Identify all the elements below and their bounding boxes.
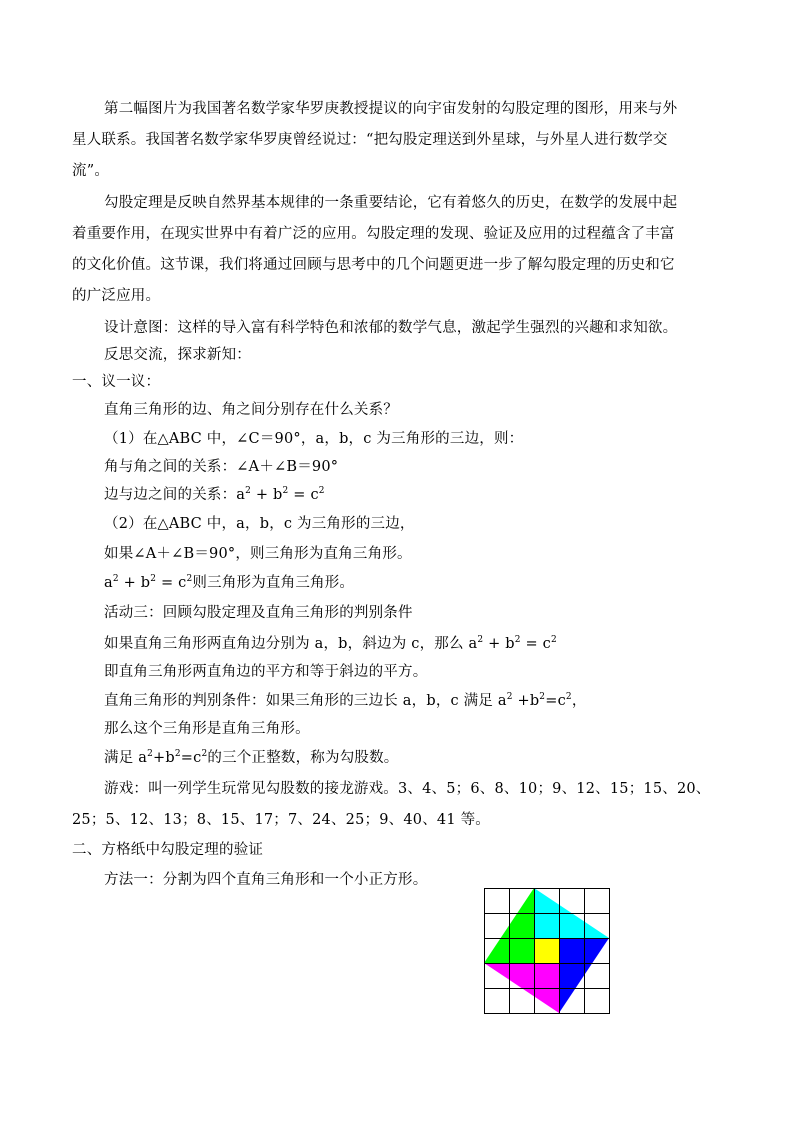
- section-heading-1: 一、议一议：: [72, 374, 161, 390]
- method-1-line: 方法一：分割为四个直角三角形和一个小正方形。: [104, 872, 428, 888]
- pythagorean-triple-line: 满足 $a^2+b^2=c^2$的三个正整数，称为勾股数。: [104, 749, 399, 766]
- paragraph-line: 的文化价值。这节课，我们将通过回顾与思考中的几个问题更进一步了解勾股定理的历史和它: [72, 257, 675, 273]
- question-line: 直角三角形的边、角之间分别存在什么关系？: [104, 402, 398, 418]
- paragraph-line: 着重要作用，在现实世界中有着广泛的应用。勾股定理的发现、验证及应用的过程蕴含了丰富: [72, 226, 675, 242]
- design-intent-line: 设计意图：这样的导入富有科学特色和浓郁的数学气息，激起学生强烈的兴趣和求知欲。: [104, 320, 678, 336]
- item-2-line: （2）在△ABC 中，a，b，c 为三角形的三边，: [104, 516, 415, 532]
- paragraph-line: 第二幅图片为我国著名数学家华罗庚教授提议的向宇宙发射的勾股定理的图形，用来与外: [104, 101, 678, 117]
- reflection-line: 反思交流，探求新知：: [104, 347, 251, 363]
- activity-3-line: 活动三：回顾勾股定理及直角三角形的判别条件: [104, 605, 413, 621]
- criterion-conclusion-line: 那么这个三角形是直角三角形。: [104, 721, 310, 737]
- criterion-line: 直角三角形的判别条件：如果三角形的三边长 a，b，c 满足 $a^2 +b^2=c^2$，: [104, 692, 587, 709]
- side-relation-line: 边与边之间的关系：$a^2 + b^2 = c^2$: [104, 486, 325, 503]
- converse-formula-line: $a^2 + b^2 = c^2$则三角形为直角三角形。: [104, 574, 355, 591]
- game-line: 游戏：叫一列学生玩常见勾股数的接龙游戏。3、4、5；6、8、10；9、12、15；15、20、: [104, 781, 711, 797]
- item-1-line: （1）在△ABC 中，∠C＝90°，a，b，c 为三角形的三边，则：: [104, 431, 524, 447]
- grid-proof-figure: [484, 888, 610, 1014]
- pythagoras-words-line: 即直角三角形两直角边的平方和等于斜边的平方。: [104, 664, 428, 680]
- converse-line: 如果∠A＋∠B＝90°，则三角形为直角三角形。: [104, 546, 412, 562]
- paragraph-line: 的广泛应用。: [72, 288, 161, 304]
- section-heading-2: 二、方格纸中勾股定理的验证: [72, 842, 264, 858]
- angle-relation-line: 角与角之间的关系：∠A＋∠B＝90°: [104, 459, 339, 475]
- yellow-square: [534, 938, 559, 963]
- paragraph-line: 星人联系。我国著名数学家华罗庚曾经说过：“把勾股定理送到外星球，与外星人进行数学交: [72, 132, 668, 148]
- pythagoras-statement-line: 如果直角三角形两直角边分别为 a，b，斜边为 c，那么 $a^2 + b^2 = c^2$: [104, 635, 557, 652]
- paragraph-line: 勾股定理是反映自然界基本规律的一条重要结论，它有着悠久的历史，在数学的发展中起: [104, 195, 678, 211]
- paragraph-line: 流”。: [72, 163, 110, 179]
- figure-fills: [484, 888, 609, 1013]
- game-line-continued: 25；5、12、13；8、15、17；7、24、25；9、40、41 等。: [72, 812, 490, 828]
